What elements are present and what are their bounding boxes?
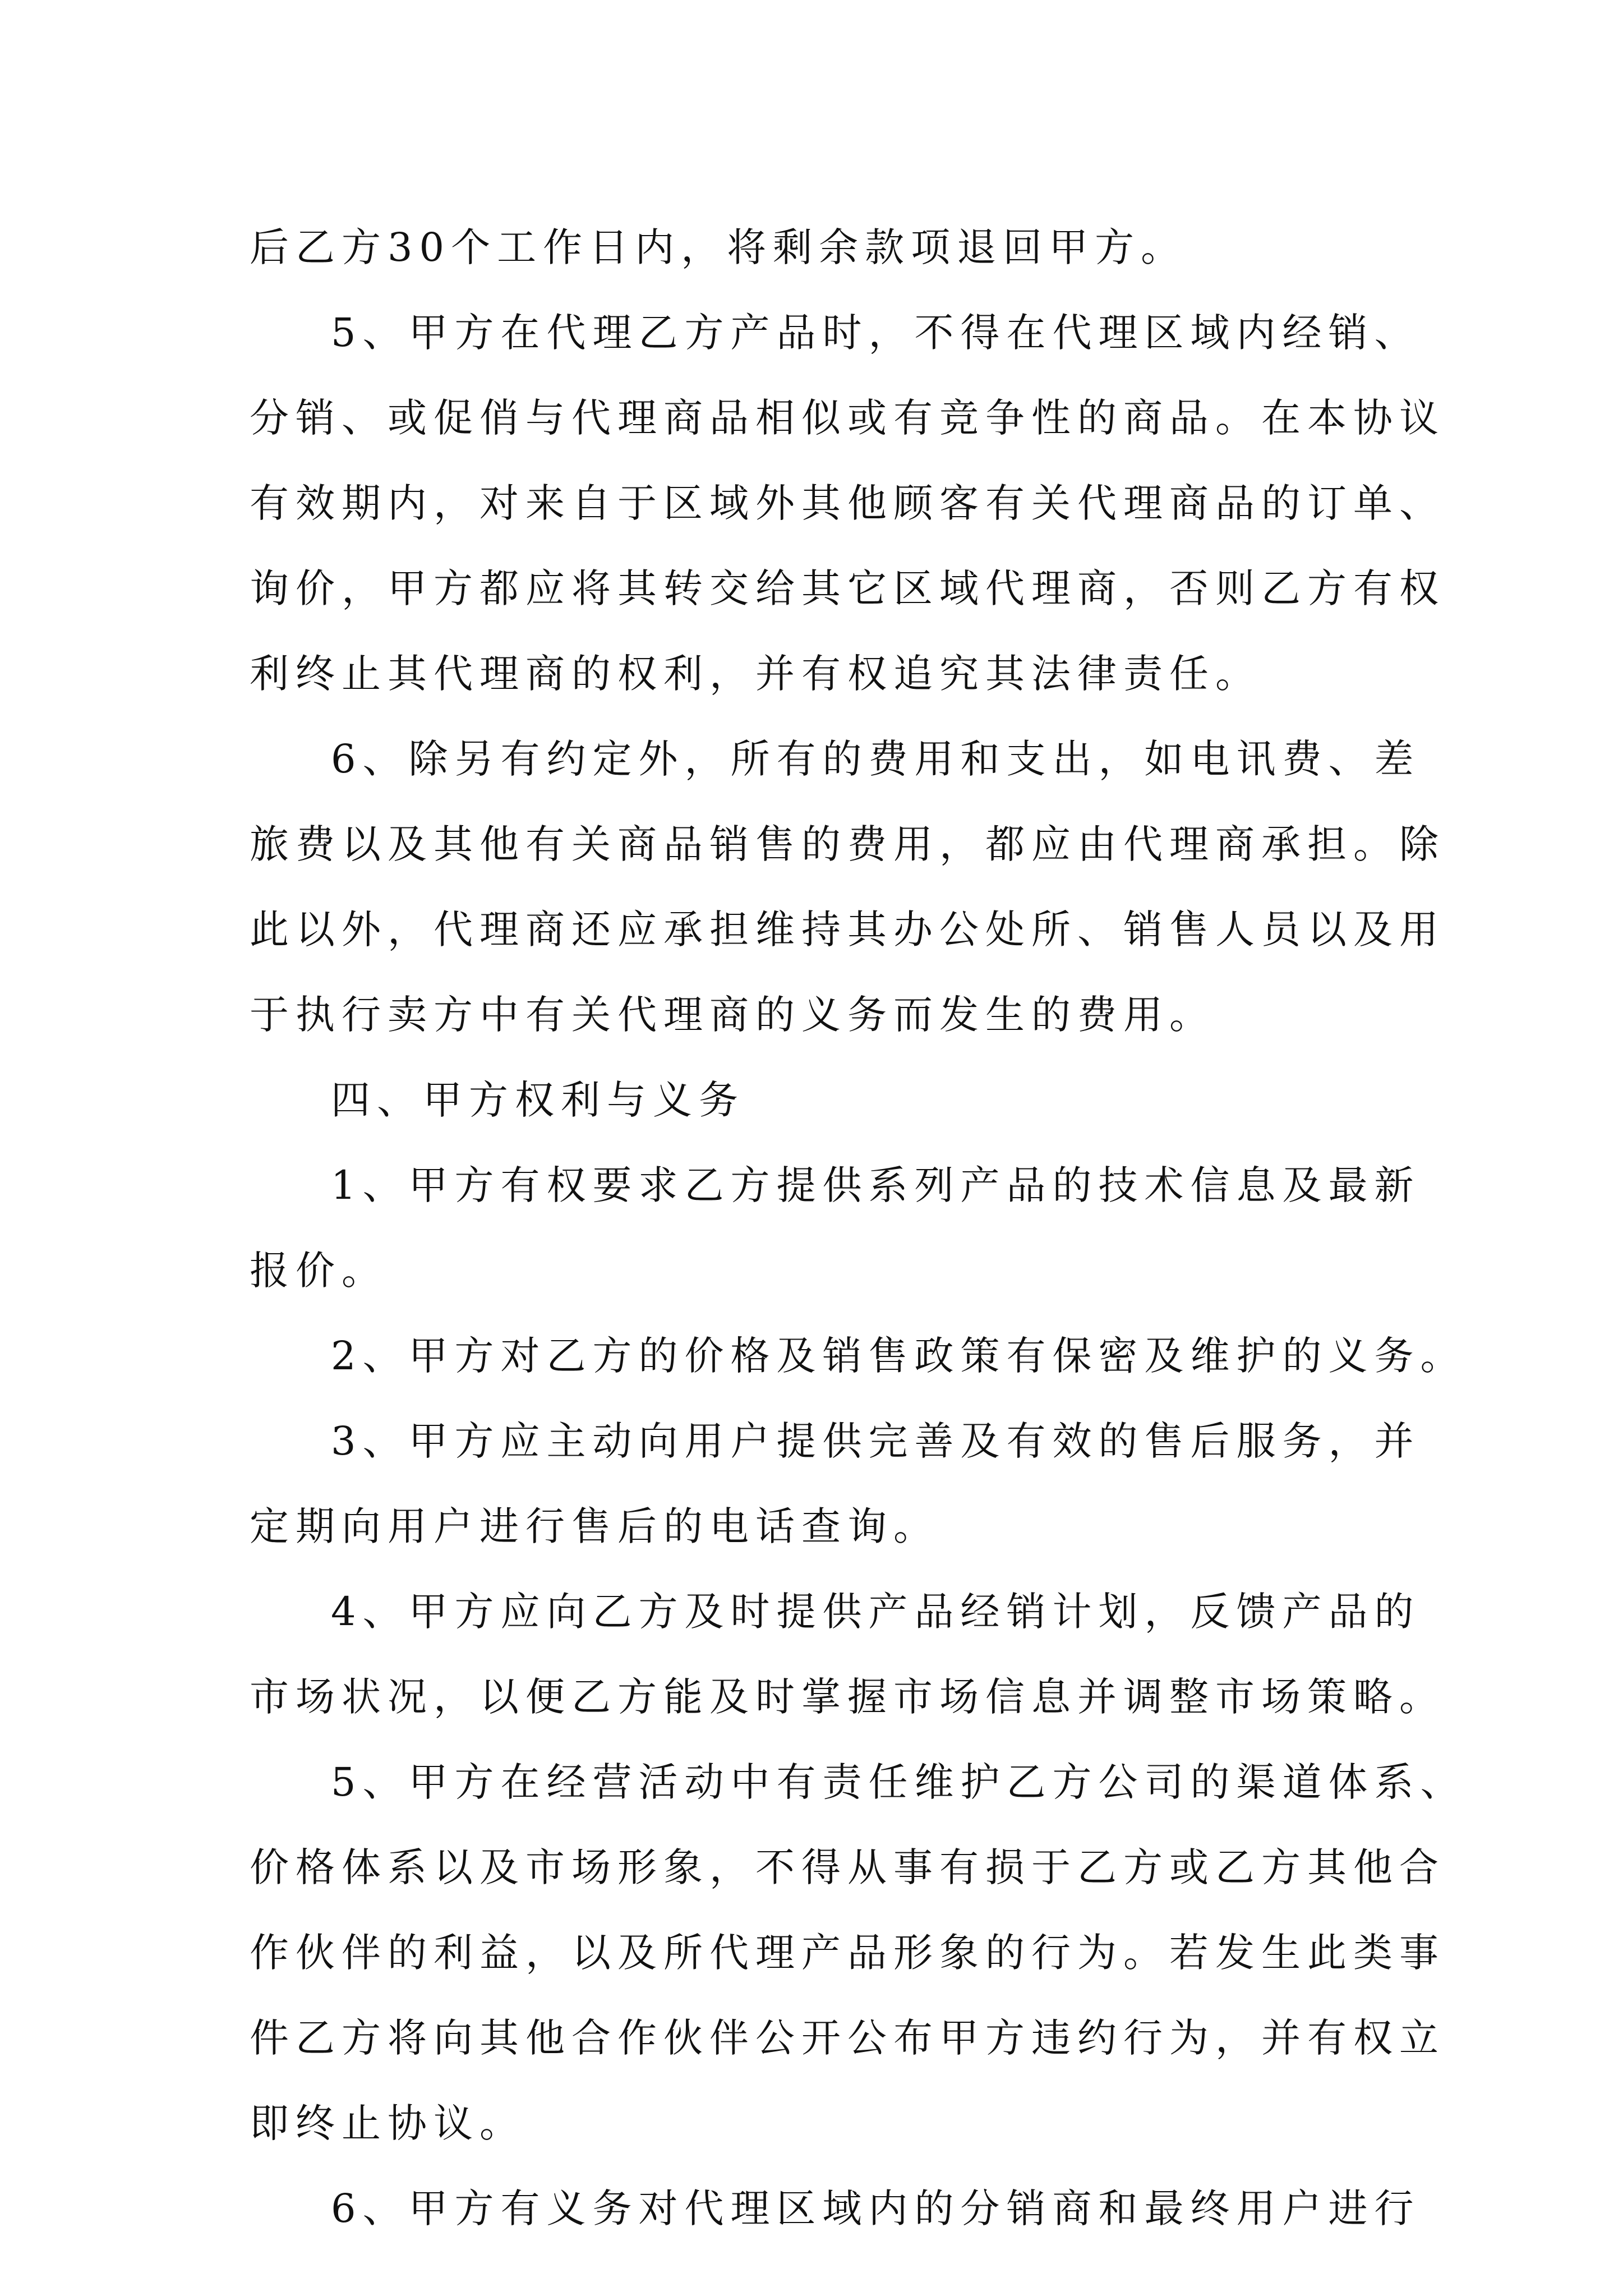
section-heading: 四、甲方权利与义务 bbox=[331, 1077, 745, 1123]
text-line: 4、甲方应向乙方及时提供产品经销计划，反馈产品的 bbox=[331, 1589, 1421, 1635]
text-line: 分销、或促俏与代理商品相似或有竞争性的商品。在本协议 bbox=[250, 395, 1445, 441]
text-line: 1、甲方有权要求乙方提供系列产品的技术信息及最新 bbox=[331, 1162, 1421, 1208]
text-line: 3、甲方应主动向用户提供完善及有效的售后服务，并 bbox=[331, 1418, 1421, 1464]
text-line: 5、甲方在代理乙方产品时，不得在代理区域内经销、 bbox=[331, 310, 1421, 356]
text-line: 市场状况，以便乙方能及时掌握市场信息并调整市场策略。 bbox=[250, 1674, 1445, 1720]
text-line: 作伙伴的利益，以及所代理产品形象的行为。若发生此类事 bbox=[250, 1930, 1445, 1976]
text-line: 于执行卖方中有关代理商的义务而发生的费用。 bbox=[250, 992, 1215, 1038]
text-line: 后乙方30个工作日内，将剩余款项退回甲方。 bbox=[250, 224, 1187, 270]
text-line: 即终止协议。 bbox=[250, 2100, 525, 2146]
document-body bbox=[250, 205, 1467, 2251]
text-line: 报价。 bbox=[250, 1248, 388, 1294]
text-line: 6、甲方有义务对代理区域内的分销商和最终用户进行 bbox=[331, 2185, 1421, 2231]
text-line: 利终止其代理商的权利，并有权追究其法律责任。 bbox=[250, 651, 1261, 697]
text-line: 此以外，代理商还应承担维持其办公处所、销售人员以及用 bbox=[250, 907, 1445, 953]
text-line: 询价，甲方都应将其转交给其它区域代理商，否则乙方有权 bbox=[250, 565, 1445, 611]
text-line: 定期向用户进行售后的电话查询。 bbox=[250, 1503, 939, 1549]
text-line: 价格体系以及市场形象，不得从事有损于乙方或乙方其他合 bbox=[250, 1844, 1445, 1890]
text-line: 有效期内，对来自于区域外其他顾客有关代理商品的订单、 bbox=[250, 480, 1445, 526]
text-line: 件乙方将向其他合作伙伴公开公布甲方违约行为，并有权立 bbox=[250, 2015, 1445, 2061]
text-line: 2、甲方对乙方的价格及销售政策有保密及维护的义务。 bbox=[331, 1333, 1467, 1379]
text-line: 6、除另有约定外，所有的费用和支出，如电讯费、差 bbox=[331, 736, 1421, 782]
text-line: 5、甲方在经营活动中有责任维护乙方公司的渠道体系、 bbox=[331, 1759, 1467, 1805]
text-line: 旅费以及其他有关商品销售的费用，都应由代理商承担。除 bbox=[250, 821, 1445, 867]
